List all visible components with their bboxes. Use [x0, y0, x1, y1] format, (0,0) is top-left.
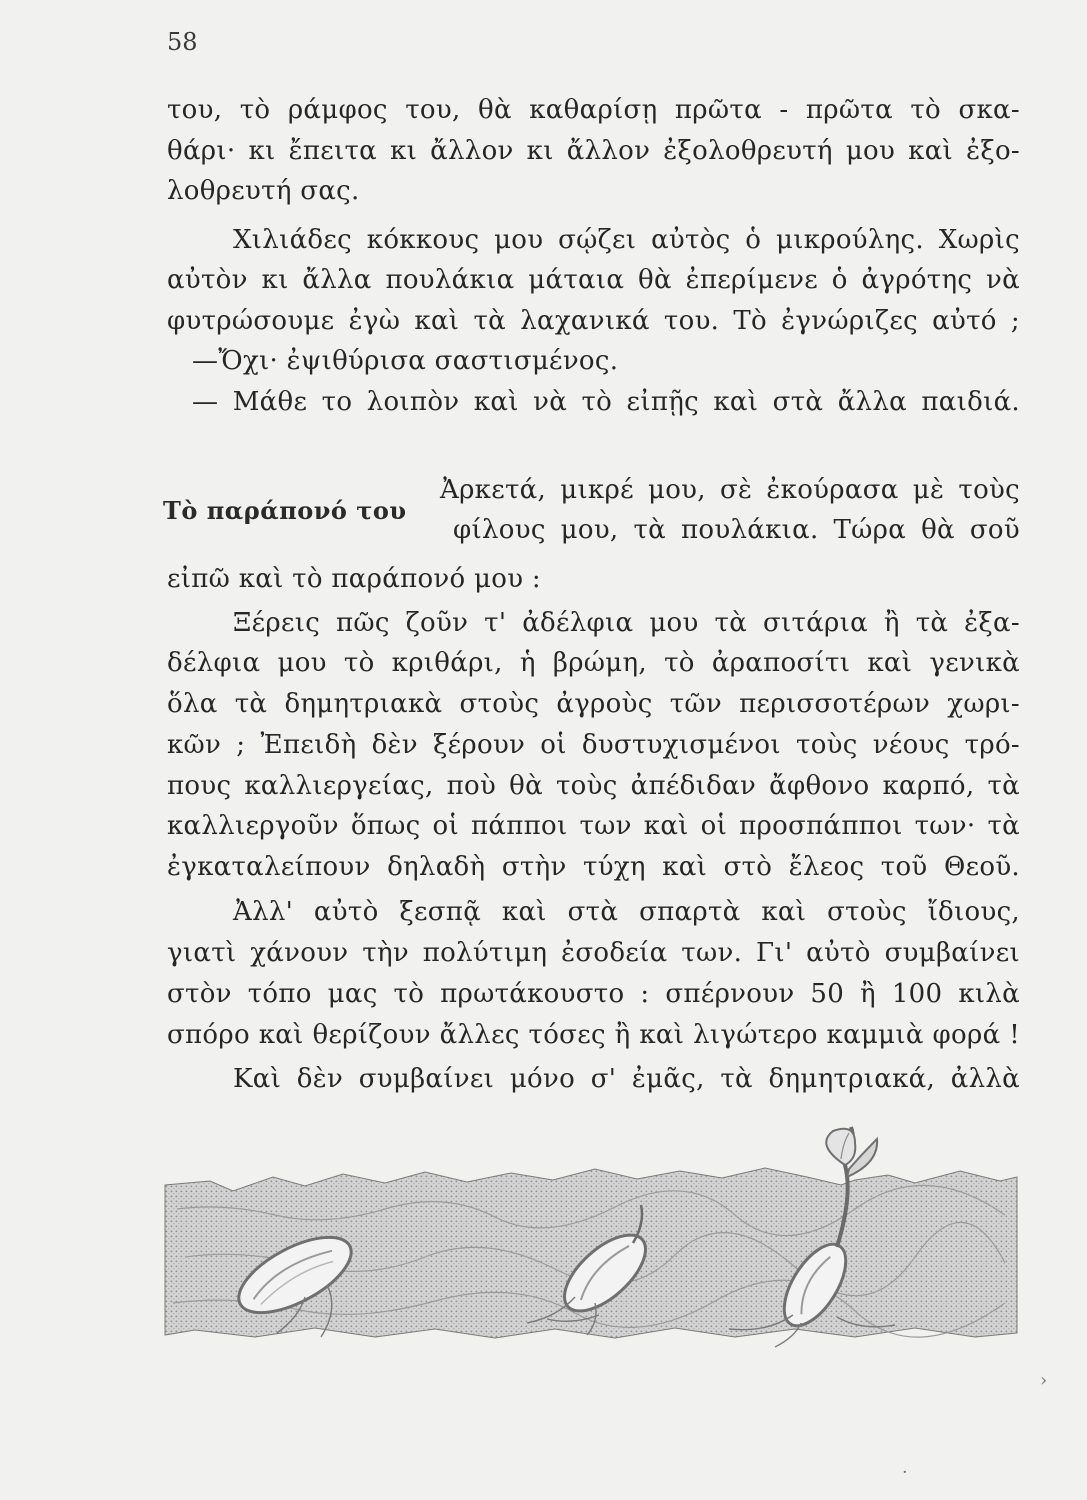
text-line: εἰπῶ καὶ τὸ παράπονό μου :: [167, 564, 541, 594]
text-line: φίλους μου, τὰ πουλάκια. Τώρα θὰ σοῦ: [453, 515, 1020, 545]
text-line: Χιλιάδες κόκκους μου σῴζει αὐτὸς ὁ μικρούλης. Χωρὶς: [233, 225, 1020, 255]
page-number: 58: [167, 28, 198, 56]
text-line: καλλιεργοῦν ὅπως οἱ πάπποι των καὶ οἱ προσπάπποι των· τὰ: [167, 811, 1020, 841]
text-line: Καὶ δὲν συμβαίνει μόνο σ' ἐμᾶς, τὰ δημητριακά, ἀλλὰ: [233, 1064, 1020, 1094]
text-line: φυτρώσουμε ἐγὼ καὶ τὰ λαχανικά του. Τὸ ἐγνώριζες αὐτό ;: [167, 306, 1020, 336]
dialogue-line: —Ὄχι· ἐψιθύρισα σαστισμένος.: [192, 346, 619, 376]
text-line: ὅλα τὰ δημητριακὰ στοὺς ἀγροὺς τῶν περισσοτέρων χωρι-: [167, 689, 1020, 719]
text-line: αὐτὸν κι ἄλλα πουλάκια μάταια θὰ ἐπερίμενε ὁ ἀγρότης νὰ: [167, 265, 1020, 295]
text-line: του, τὸ ράμφος του, θὰ καθαρίσῃ πρῶτα - πρῶτα τὸ σκα-: [167, 95, 1020, 125]
text-line: λοθρευτή σας.: [167, 176, 360, 206]
text-line: στὸν τόπο μας τὸ πρωτάκουστο : σπέρνουν 50 ἢ 100 κιλὰ: [167, 979, 1020, 1009]
text-line: ἐγκαταλείπουν δηλαδὴ στὴν τύχη καὶ στὸ ἔλεος τοῦ Θεοῦ.: [167, 852, 1020, 882]
dialogue-line: — Μάθε το λοιπὸν καὶ νὰ τὸ εἰπῇς καὶ στὰ ἄλλα παιδιά.: [192, 387, 1020, 417]
text-line: σπόρο καὶ θερίζουν ἄλλες τόσες ἢ καὶ λιγώτερο καμμιὰ φορά !: [167, 1020, 1020, 1050]
text-line: δέλφια μου τὸ κριθάρι, ἡ βρώμη, τὸ ἀραποσίτι καὶ γενικὰ: [167, 648, 1020, 678]
text-line: πους καλλιεργείας, ποὺ θὰ τοὺς ἀπέδιδαν ἄφθονο καρπό, τὰ: [167, 771, 1020, 801]
stray-mark: ›: [1040, 1370, 1048, 1391]
sprouting-seeds-illustration: [155, 1125, 1025, 1370]
text-line: Ξέρεις πῶς ζοῦν τ' ἀδέλφια μου τὰ σιτάρια ἢ τὰ ἐξα-: [233, 608, 1020, 638]
text-line: κῶν ; Ἐπειδὴ δὲν ξέρουν οἱ δυστυχισμένοι τοὺς νέους τρό-: [167, 730, 1020, 760]
section-heading: Τὸ παράπονό του: [163, 496, 407, 525]
text-line: θάρι· κι ἔπειτα κι ἄλλον κι ἄλλον ἐξολοθρευτή μου καὶ ἐξο-: [167, 136, 1020, 166]
sprout-leaf: [826, 1129, 855, 1165]
text-line: Ἀρκετά, μικρέ μου, σὲ ἐκούρασα μὲ τοὺς: [440, 475, 1020, 505]
text-line: γιατὶ χάνουν τὴν πολύτιμη ἐσοδεία των. Γι' αὐτὸ συμβαίνει: [167, 938, 1020, 968]
stray-mark: ·: [902, 1462, 908, 1483]
text-line: Ἀλλ' αὐτὸ ξεσπᾷ καὶ στὰ σπαρτὰ καὶ στοὺς ἴδιους,: [233, 897, 1020, 927]
